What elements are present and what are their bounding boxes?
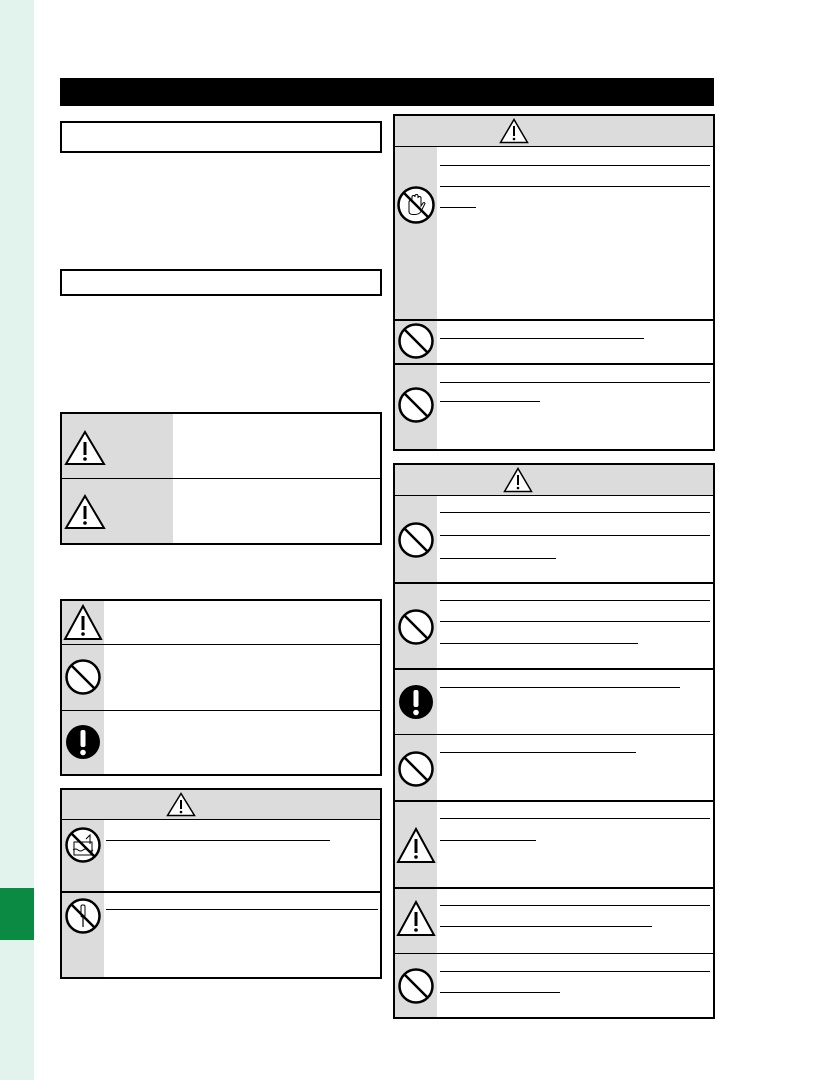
text-rule bbox=[440, 992, 560, 993]
divider bbox=[62, 644, 380, 645]
divider bbox=[395, 887, 713, 889]
text-rule bbox=[440, 600, 710, 601]
text-rule bbox=[440, 687, 680, 688]
divider bbox=[395, 363, 713, 365]
prohibition-icon bbox=[397, 967, 435, 1005]
divider bbox=[62, 891, 380, 893]
warning-table-header bbox=[62, 790, 380, 820]
prohibition-icon bbox=[397, 322, 435, 360]
text-rule bbox=[440, 535, 710, 536]
text-rule bbox=[440, 401, 540, 402]
page-title-bar bbox=[60, 78, 714, 106]
section-tab[interactable] bbox=[0, 888, 34, 940]
text-rule bbox=[440, 558, 556, 559]
section-heading-box-1 bbox=[60, 121, 382, 153]
text-rule bbox=[440, 818, 710, 819]
exclamation-circle-icon bbox=[397, 683, 435, 721]
text-rule bbox=[440, 165, 710, 166]
warning-triangle-icon bbox=[166, 792, 196, 817]
no-touch-hand-icon bbox=[396, 185, 436, 225]
text-rule bbox=[440, 752, 636, 753]
section-heading-box-2 bbox=[60, 269, 382, 296]
warning-triangle-icon bbox=[503, 467, 533, 493]
warning-table-right-top bbox=[393, 114, 715, 451]
divider bbox=[395, 582, 713, 584]
text-rule bbox=[440, 186, 710, 187]
text-rule bbox=[440, 643, 638, 644]
prohibition-icon bbox=[397, 750, 435, 788]
text-rule bbox=[440, 971, 710, 972]
warning-triangle-icon bbox=[64, 494, 106, 530]
prohibition-icon bbox=[397, 386, 435, 424]
text-rule bbox=[440, 621, 710, 622]
warning-triangle-icon bbox=[63, 603, 103, 641]
warning-table-left bbox=[60, 788, 382, 979]
divider bbox=[62, 478, 380, 479]
text-rule bbox=[440, 926, 652, 927]
text-rule bbox=[106, 840, 330, 841]
no-water-icon bbox=[64, 826, 102, 864]
caution-table-right-bottom bbox=[393, 463, 715, 1019]
caution-table-header bbox=[395, 465, 713, 496]
warning-triangle-icon bbox=[396, 826, 436, 864]
warning-triangle-icon bbox=[64, 430, 106, 466]
divider bbox=[395, 800, 713, 802]
divider bbox=[62, 710, 380, 711]
text-rule bbox=[440, 338, 644, 339]
warning-triangle-icon bbox=[499, 118, 529, 144]
text-rule bbox=[440, 512, 710, 513]
prohibition-icon bbox=[397, 521, 435, 559]
text-rule bbox=[440, 382, 710, 383]
divider bbox=[395, 734, 713, 735]
text-rule bbox=[106, 909, 378, 910]
divider bbox=[395, 319, 713, 321]
text-rule bbox=[440, 207, 476, 208]
signal-word-table bbox=[60, 412, 382, 545]
prohibition-icon bbox=[64, 658, 102, 696]
symbol-legend-table bbox=[60, 599, 382, 776]
text-rule bbox=[440, 840, 536, 841]
text-rule bbox=[440, 905, 710, 906]
divider bbox=[395, 953, 713, 954]
no-disassemble-icon bbox=[64, 897, 102, 935]
warning-table-header bbox=[395, 116, 713, 147]
divider bbox=[395, 668, 713, 670]
prohibition-icon bbox=[397, 608, 435, 646]
exclamation-circle-icon bbox=[64, 723, 102, 761]
warning-triangle-icon bbox=[396, 899, 436, 937]
